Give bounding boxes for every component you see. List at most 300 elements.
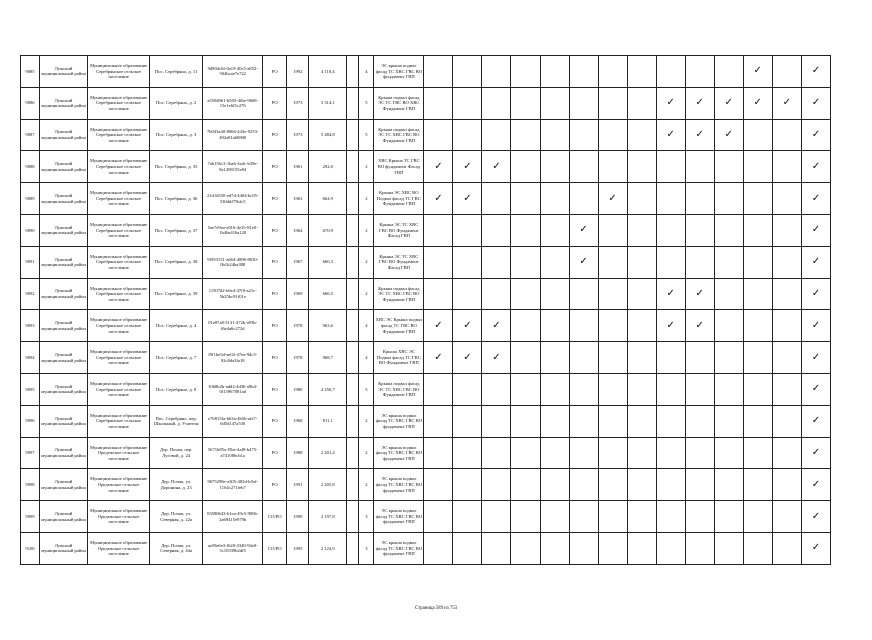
empty-check-cell xyxy=(656,151,685,183)
row-number: 9097 xyxy=(21,437,40,469)
empty-check-cell xyxy=(743,501,772,533)
empty-check-cell xyxy=(540,501,569,533)
check-mark-icon: ✓ xyxy=(801,405,830,437)
area-cell: 968,7 xyxy=(309,342,347,374)
floors-cell: 2 xyxy=(359,246,374,278)
district-cell: Лужский муниципальный район xyxy=(40,342,88,374)
empty-check-cell xyxy=(656,437,685,469)
address-cell: Пос. Серебряно, д. 3 xyxy=(150,119,203,151)
empty-check-cell xyxy=(540,278,569,310)
year-cell: 1973 xyxy=(287,87,309,119)
empty-check-cell xyxy=(598,405,627,437)
empty-check-cell xyxy=(598,437,627,469)
floors-cell: 2 xyxy=(359,183,374,215)
empty-check-cell xyxy=(685,501,714,533)
guid-cell: 21d1d550-ed7d-4404-bc05-530ddf75bfc5 xyxy=(203,183,263,215)
empty-cell xyxy=(347,87,359,119)
address-cell: Дер. Почап, ул. Доронина, д. 23 xyxy=(150,469,203,501)
type-cell: СО/РО xyxy=(263,532,287,564)
empty-check-cell xyxy=(743,469,772,501)
empty-check-cell xyxy=(569,405,598,437)
empty-check-cell xyxy=(424,437,453,469)
check-mark-icon: ✓ xyxy=(801,246,830,278)
empty-check-cell xyxy=(540,437,569,469)
row-number: 9096 xyxy=(21,405,40,437)
works-cell: ЭС крыша подвал фасад ТС ХВС ГВС ВО фундамент ГВП xyxy=(374,501,424,533)
works-cell: Крыша подвал фасад ЭС ТС ХВС ГВС ВО Фундамент ГВП xyxy=(374,278,424,310)
empty-check-cell xyxy=(772,405,801,437)
empty-check-cell xyxy=(569,310,598,342)
empty-check-cell xyxy=(627,469,656,501)
row-number: 9094 xyxy=(21,342,40,374)
table-row xyxy=(21,278,831,310)
year-cell: 1991 xyxy=(287,469,309,501)
type-cell: РО xyxy=(263,437,287,469)
works-cell: Крыша подвал фасад ЭС ТС ХВС ГВС ВО Фундамент ГВП xyxy=(374,373,424,405)
table-body xyxy=(21,56,831,565)
empty-check-cell xyxy=(569,437,598,469)
district-cell: Лужский муниципальный район xyxy=(40,119,88,151)
guid-cell: 11507d2-b6e4-47f0-a21c-5b25bc91f01e xyxy=(203,278,263,310)
check-mark-icon: ✓ xyxy=(656,87,685,119)
empty-check-cell xyxy=(540,532,569,564)
floors-cell: 4 xyxy=(359,310,374,342)
empty-check-cell xyxy=(656,183,685,215)
empty-cell xyxy=(347,469,359,501)
type-cell: РО xyxy=(263,56,287,88)
area-cell: 2 205,8 xyxy=(309,469,347,501)
empty-check-cell xyxy=(511,183,540,215)
check-mark-icon: ✓ xyxy=(801,342,830,374)
empty-check-cell xyxy=(511,214,540,246)
empty-check-cell xyxy=(511,373,540,405)
empty-check-cell xyxy=(656,373,685,405)
empty-check-cell xyxy=(424,119,453,151)
empty-cell xyxy=(347,373,359,405)
floors-cell: 4 xyxy=(359,342,374,374)
district-cell: Лужский муниципальный район xyxy=(40,373,88,405)
empty-check-cell xyxy=(685,532,714,564)
empty-check-cell xyxy=(772,56,801,88)
empty-check-cell xyxy=(569,183,598,215)
address-cell: Пос. Серебряно, д. 37 xyxy=(150,214,203,246)
empty-check-cell xyxy=(772,151,801,183)
empty-check-cell xyxy=(656,246,685,278)
table-row xyxy=(21,437,831,469)
empty-check-cell xyxy=(569,56,598,88)
empty-check-cell xyxy=(656,342,685,374)
check-mark-icon: ✓ xyxy=(801,278,830,310)
empty-cell xyxy=(347,532,359,564)
check-mark-icon: ✓ xyxy=(801,119,830,151)
guid-cell: 10b8b2b-add2-4d36-a9b4-0f13967081ad xyxy=(203,373,263,405)
capital-repair-table xyxy=(20,55,831,565)
empty-check-cell xyxy=(772,310,801,342)
empty-check-cell xyxy=(569,501,598,533)
check-mark-icon: ✓ xyxy=(801,214,830,246)
type-cell: РО xyxy=(263,278,287,310)
empty-check-cell xyxy=(627,342,656,374)
empty-check-cell xyxy=(685,56,714,88)
empty-check-cell xyxy=(482,214,511,246)
empty-check-cell xyxy=(627,278,656,310)
empty-check-cell xyxy=(743,246,772,278)
check-mark-icon: ✓ xyxy=(424,310,453,342)
empty-check-cell xyxy=(772,469,801,501)
empty-cell xyxy=(347,56,359,88)
area-cell: 5 484,8 xyxy=(309,119,347,151)
area-cell: 811,1 xyxy=(309,405,347,437)
address-cell: Пос. Серебряно, д. 38 xyxy=(150,246,203,278)
works-cell: Крыша ХВС ЭС Подвал фасад ТС ГВС ВО Фундамент ГВП xyxy=(374,342,424,374)
municipality-cell: Муниципальное образование Серебрянское сельское поселение xyxy=(88,310,150,342)
type-cell: РО xyxy=(263,342,287,374)
municipality-cell: Муниципальное образование Оредежское сельское поселение xyxy=(88,437,150,469)
table-row xyxy=(21,373,831,405)
floors-cell: 2 xyxy=(359,278,374,310)
empty-check-cell xyxy=(482,469,511,501)
empty-check-cell xyxy=(743,310,772,342)
empty-check-cell xyxy=(714,278,743,310)
municipality-cell: Муниципальное образование Оредежское сельское поселение xyxy=(88,532,150,564)
empty-check-cell xyxy=(482,183,511,215)
floors-cell: 4 xyxy=(359,56,374,88)
row-number: 9086 xyxy=(21,87,40,119)
empty-check-cell xyxy=(685,469,714,501)
empty-check-cell xyxy=(772,246,801,278)
empty-check-cell xyxy=(743,405,772,437)
district-cell: Лужский муниципальный район xyxy=(40,151,88,183)
empty-check-cell xyxy=(685,342,714,374)
check-mark-icon: ✓ xyxy=(801,373,830,405)
empty-check-cell xyxy=(627,183,656,215)
floors-cell: 2 xyxy=(359,151,374,183)
guid-cell: 5671b85a-f5be-4af8-b475-a741086cb1a xyxy=(203,437,263,469)
empty-check-cell xyxy=(482,532,511,564)
municipality-cell: Муниципальное образование Серебрянское сельское поселение xyxy=(88,87,150,119)
type-cell: РО xyxy=(263,373,287,405)
empty-check-cell xyxy=(685,151,714,183)
empty-check-cell xyxy=(598,87,627,119)
empty-check-cell xyxy=(511,87,540,119)
empty-check-cell xyxy=(453,56,482,88)
municipality-cell: Муниципальное образование Серебрянское сельское поселение xyxy=(88,342,150,374)
area-cell: 2 197,8 xyxy=(309,501,347,533)
empty-check-cell xyxy=(627,373,656,405)
empty-check-cell xyxy=(424,246,453,278)
type-cell: РО xyxy=(263,310,287,342)
area-cell: 4 110,4 xyxy=(309,56,347,88)
guid-cell: 9d904c6f-0a19-40c5-a852-504bcae7e722 xyxy=(203,56,263,88)
empty-check-cell xyxy=(598,310,627,342)
empty-check-cell xyxy=(482,278,511,310)
check-mark-icon: ✓ xyxy=(482,151,511,183)
empty-cell xyxy=(347,437,359,469)
empty-check-cell xyxy=(482,437,511,469)
empty-check-cell xyxy=(540,183,569,215)
works-cell: ЭС крыша подвал фасад ТС ХВС ГВС ВО фундамент ГВП xyxy=(374,437,424,469)
row-number: 9099 xyxy=(21,501,40,533)
empty-check-cell xyxy=(656,532,685,564)
area-cell: 666,5 xyxy=(309,278,347,310)
empty-check-cell xyxy=(540,119,569,151)
floors-cell: 3 xyxy=(359,501,374,533)
year-cell: 1990 xyxy=(287,501,309,533)
empty-check-cell xyxy=(743,151,772,183)
empty-check-cell xyxy=(511,437,540,469)
empty-check-cell xyxy=(453,501,482,533)
address-cell: Пос. Серебряно, д. 8 xyxy=(150,373,203,405)
municipality-cell: Муниципальное образование Серебрянское сельское поселение xyxy=(88,56,150,88)
empty-check-cell xyxy=(540,246,569,278)
empty-check-cell xyxy=(482,87,511,119)
empty-check-cell xyxy=(772,437,801,469)
works-cell: ЭС крыша подвал фасад ТС ХВС ГВС ВО фундамент ГВП xyxy=(374,405,424,437)
empty-check-cell xyxy=(743,278,772,310)
empty-check-cell xyxy=(540,87,569,119)
check-mark-icon: ✓ xyxy=(772,87,801,119)
year-cell: 1969 xyxy=(287,278,309,310)
empty-check-cell xyxy=(685,437,714,469)
year-cell: 1978 xyxy=(287,310,309,342)
guid-cell: 9f593151-a664-4896-8030-0b1b24ba388 xyxy=(203,246,263,278)
empty-check-cell xyxy=(772,342,801,374)
check-mark-icon: ✓ xyxy=(743,87,772,119)
empty-check-cell xyxy=(569,469,598,501)
check-mark-icon: ✓ xyxy=(598,183,627,215)
empty-check-cell xyxy=(453,119,482,151)
empty-check-cell xyxy=(714,183,743,215)
check-mark-icon: ✓ xyxy=(569,246,598,278)
row-number: 9095 xyxy=(21,373,40,405)
year-cell: 1961 xyxy=(287,151,309,183)
empty-check-cell xyxy=(598,278,627,310)
empty-check-cell xyxy=(424,501,453,533)
floors-cell: 2 xyxy=(359,469,374,501)
empty-check-cell xyxy=(714,151,743,183)
year-cell: 1978 xyxy=(287,342,309,374)
address-cell: Пос. Серебряно, д. 36 xyxy=(150,183,203,215)
floors-cell: 5 xyxy=(359,87,374,119)
empty-check-cell xyxy=(743,373,772,405)
check-mark-icon: ✓ xyxy=(801,532,830,564)
empty-check-cell xyxy=(598,342,627,374)
empty-check-cell xyxy=(598,532,627,564)
empty-check-cell xyxy=(627,151,656,183)
empty-check-cell xyxy=(482,501,511,533)
district-cell: Лужский муниципальный район xyxy=(40,405,88,437)
type-cell: СО/РО xyxy=(263,501,287,533)
empty-check-cell xyxy=(685,246,714,278)
district-cell: Лужский муниципальный район xyxy=(40,246,88,278)
address-cell: Пос. Серебряно, д. 4 xyxy=(150,310,203,342)
empty-check-cell xyxy=(482,405,511,437)
district-cell: Лужский муниципальный район xyxy=(40,437,88,469)
empty-check-cell xyxy=(540,469,569,501)
empty-check-cell xyxy=(424,56,453,88)
check-mark-icon: ✓ xyxy=(685,278,714,310)
empty-check-cell xyxy=(569,373,598,405)
empty-check-cell xyxy=(569,151,598,183)
works-cell: Крыша ЭС ХВС ВО Подвал фасад ТС ГВС Фундамент ГВП xyxy=(374,183,424,215)
empty-check-cell xyxy=(714,405,743,437)
empty-check-cell xyxy=(627,437,656,469)
empty-check-cell xyxy=(511,532,540,564)
table-row xyxy=(21,119,831,151)
empty-check-cell xyxy=(772,373,801,405)
check-mark-icon: ✓ xyxy=(801,151,830,183)
row-number: 9088 xyxy=(21,151,40,183)
district-cell: Лужский муниципальный район xyxy=(40,56,88,88)
address-cell: Пос. Серебряно, д. 2 xyxy=(150,87,203,119)
empty-cell xyxy=(347,278,359,310)
type-cell: РО xyxy=(263,405,287,437)
empty-cell xyxy=(347,501,359,533)
floors-cell: 3 xyxy=(359,532,374,564)
check-mark-icon: ✓ xyxy=(685,119,714,151)
empty-check-cell xyxy=(627,405,656,437)
empty-check-cell xyxy=(714,214,743,246)
floors-cell: 2 xyxy=(359,214,374,246)
empty-check-cell xyxy=(714,469,743,501)
district-cell: Лужский муниципальный район xyxy=(40,214,88,246)
empty-check-cell xyxy=(540,405,569,437)
empty-check-cell xyxy=(656,214,685,246)
empty-check-cell xyxy=(424,278,453,310)
empty-check-cell xyxy=(627,214,656,246)
empty-check-cell xyxy=(743,183,772,215)
empty-check-cell xyxy=(511,278,540,310)
table-row xyxy=(21,56,831,88)
area-cell: 3 314,1 xyxy=(309,87,347,119)
check-mark-icon: ✓ xyxy=(801,501,830,533)
check-mark-icon: ✓ xyxy=(714,119,743,151)
empty-check-cell xyxy=(482,373,511,405)
empty-check-cell xyxy=(656,469,685,501)
empty-check-cell xyxy=(772,278,801,310)
empty-check-cell xyxy=(627,119,656,151)
empty-check-cell xyxy=(482,119,511,151)
check-mark-icon: ✓ xyxy=(685,310,714,342)
table-row xyxy=(21,469,831,501)
empty-check-cell xyxy=(540,214,569,246)
table-row xyxy=(21,151,831,183)
empty-check-cell xyxy=(685,405,714,437)
empty-check-cell xyxy=(424,373,453,405)
empty-check-cell xyxy=(511,501,540,533)
check-mark-icon: ✓ xyxy=(685,87,714,119)
empty-check-cell xyxy=(569,87,598,119)
municipality-cell: Муниципальное образование Серебрянское сельское поселение xyxy=(88,119,150,151)
table-row xyxy=(21,183,831,215)
empty-check-cell xyxy=(598,151,627,183)
area-cell: 664,9 xyxy=(309,183,347,215)
empty-cell xyxy=(347,151,359,183)
address-cell: Дер. Почап, ул. Северная, д. 22а xyxy=(150,501,203,533)
empty-check-cell xyxy=(598,119,627,151)
district-cell: Лужский муниципальный район xyxy=(40,469,88,501)
empty-check-cell xyxy=(714,532,743,564)
year-cell: 1980 xyxy=(287,373,309,405)
row-number: 9087 xyxy=(21,119,40,151)
table-row xyxy=(21,501,831,533)
check-mark-icon: ✓ xyxy=(801,87,830,119)
empty-cell xyxy=(347,405,359,437)
empty-check-cell xyxy=(685,183,714,215)
empty-check-cell xyxy=(453,532,482,564)
empty-check-cell xyxy=(569,532,598,564)
guid-cell: 7ab156c3-1ba6-4a4c-b39e-8e1208155e84 xyxy=(203,151,263,183)
empty-check-cell xyxy=(656,56,685,88)
works-cell: Крыша подвал фасад ЭС ТС ХВС ГВС ВО Фундамент ГВП xyxy=(374,119,424,151)
municipality-cell: Муниципальное образование Серебрянское сельское поселение xyxy=(88,183,150,215)
empty-check-cell xyxy=(743,119,772,151)
empty-check-cell xyxy=(540,373,569,405)
year-cell: 1995 xyxy=(287,532,309,564)
check-mark-icon: ✓ xyxy=(453,151,482,183)
table-row xyxy=(21,342,831,374)
empty-check-cell xyxy=(511,56,540,88)
check-mark-icon: ✓ xyxy=(656,310,685,342)
year-cell: 1968 xyxy=(287,405,309,437)
empty-check-cell xyxy=(598,56,627,88)
type-cell: РО xyxy=(263,214,287,246)
empty-check-cell xyxy=(714,342,743,374)
type-cell: РО xyxy=(263,469,287,501)
empty-check-cell xyxy=(569,119,598,151)
municipality-cell: Муниципальное образование Серебрянское сельское поселение xyxy=(88,373,150,405)
area-cell: 670,9 xyxy=(309,214,347,246)
address-cell: Пос. Серебряно, д. 35 xyxy=(150,151,203,183)
address-cell: Пос. Серебряно, д. 39 xyxy=(150,278,203,310)
empty-check-cell xyxy=(540,56,569,88)
empty-check-cell xyxy=(453,437,482,469)
empty-check-cell xyxy=(511,151,540,183)
row-number: 9093 xyxy=(21,310,40,342)
empty-check-cell xyxy=(656,405,685,437)
row-number: 9098 xyxy=(21,469,40,501)
empty-check-cell xyxy=(743,214,772,246)
check-mark-icon: ✓ xyxy=(801,183,830,215)
empty-check-cell xyxy=(598,501,627,533)
empty-check-cell xyxy=(424,405,453,437)
guid-cell: 5ae7e9ea-a916-4e35-81e0-1b46e416a120 xyxy=(203,214,263,246)
empty-check-cell xyxy=(598,373,627,405)
empty-check-cell xyxy=(772,183,801,215)
empty-cell xyxy=(347,183,359,215)
works-cell: ЭС крыша подвал фасад ТС ХВС ГВС ВО фундамент ГВП xyxy=(374,469,424,501)
empty-cell xyxy=(347,214,359,246)
check-mark-icon: ✓ xyxy=(482,310,511,342)
year-cell: 1964 xyxy=(287,214,309,246)
empty-check-cell xyxy=(714,437,743,469)
empty-check-cell xyxy=(511,405,540,437)
check-mark-icon: ✓ xyxy=(482,342,511,374)
guid-cell: 01e87a8-3131-472b-a93b-f6e4a6c272d xyxy=(203,310,263,342)
empty-check-cell xyxy=(714,56,743,88)
check-mark-icon: ✓ xyxy=(801,437,830,469)
empty-check-cell xyxy=(511,119,540,151)
empty-check-cell xyxy=(714,501,743,533)
empty-check-cell xyxy=(453,278,482,310)
empty-check-cell xyxy=(714,373,743,405)
empty-check-cell xyxy=(772,119,801,151)
type-cell: РО xyxy=(263,183,287,215)
empty-check-cell xyxy=(482,246,511,278)
empty-check-cell xyxy=(743,437,772,469)
check-mark-icon: ✓ xyxy=(801,310,830,342)
works-cell: ЭС крыша подвал фасад ТС ХВС ГВС ВО фундамент ГВП xyxy=(374,56,424,88)
